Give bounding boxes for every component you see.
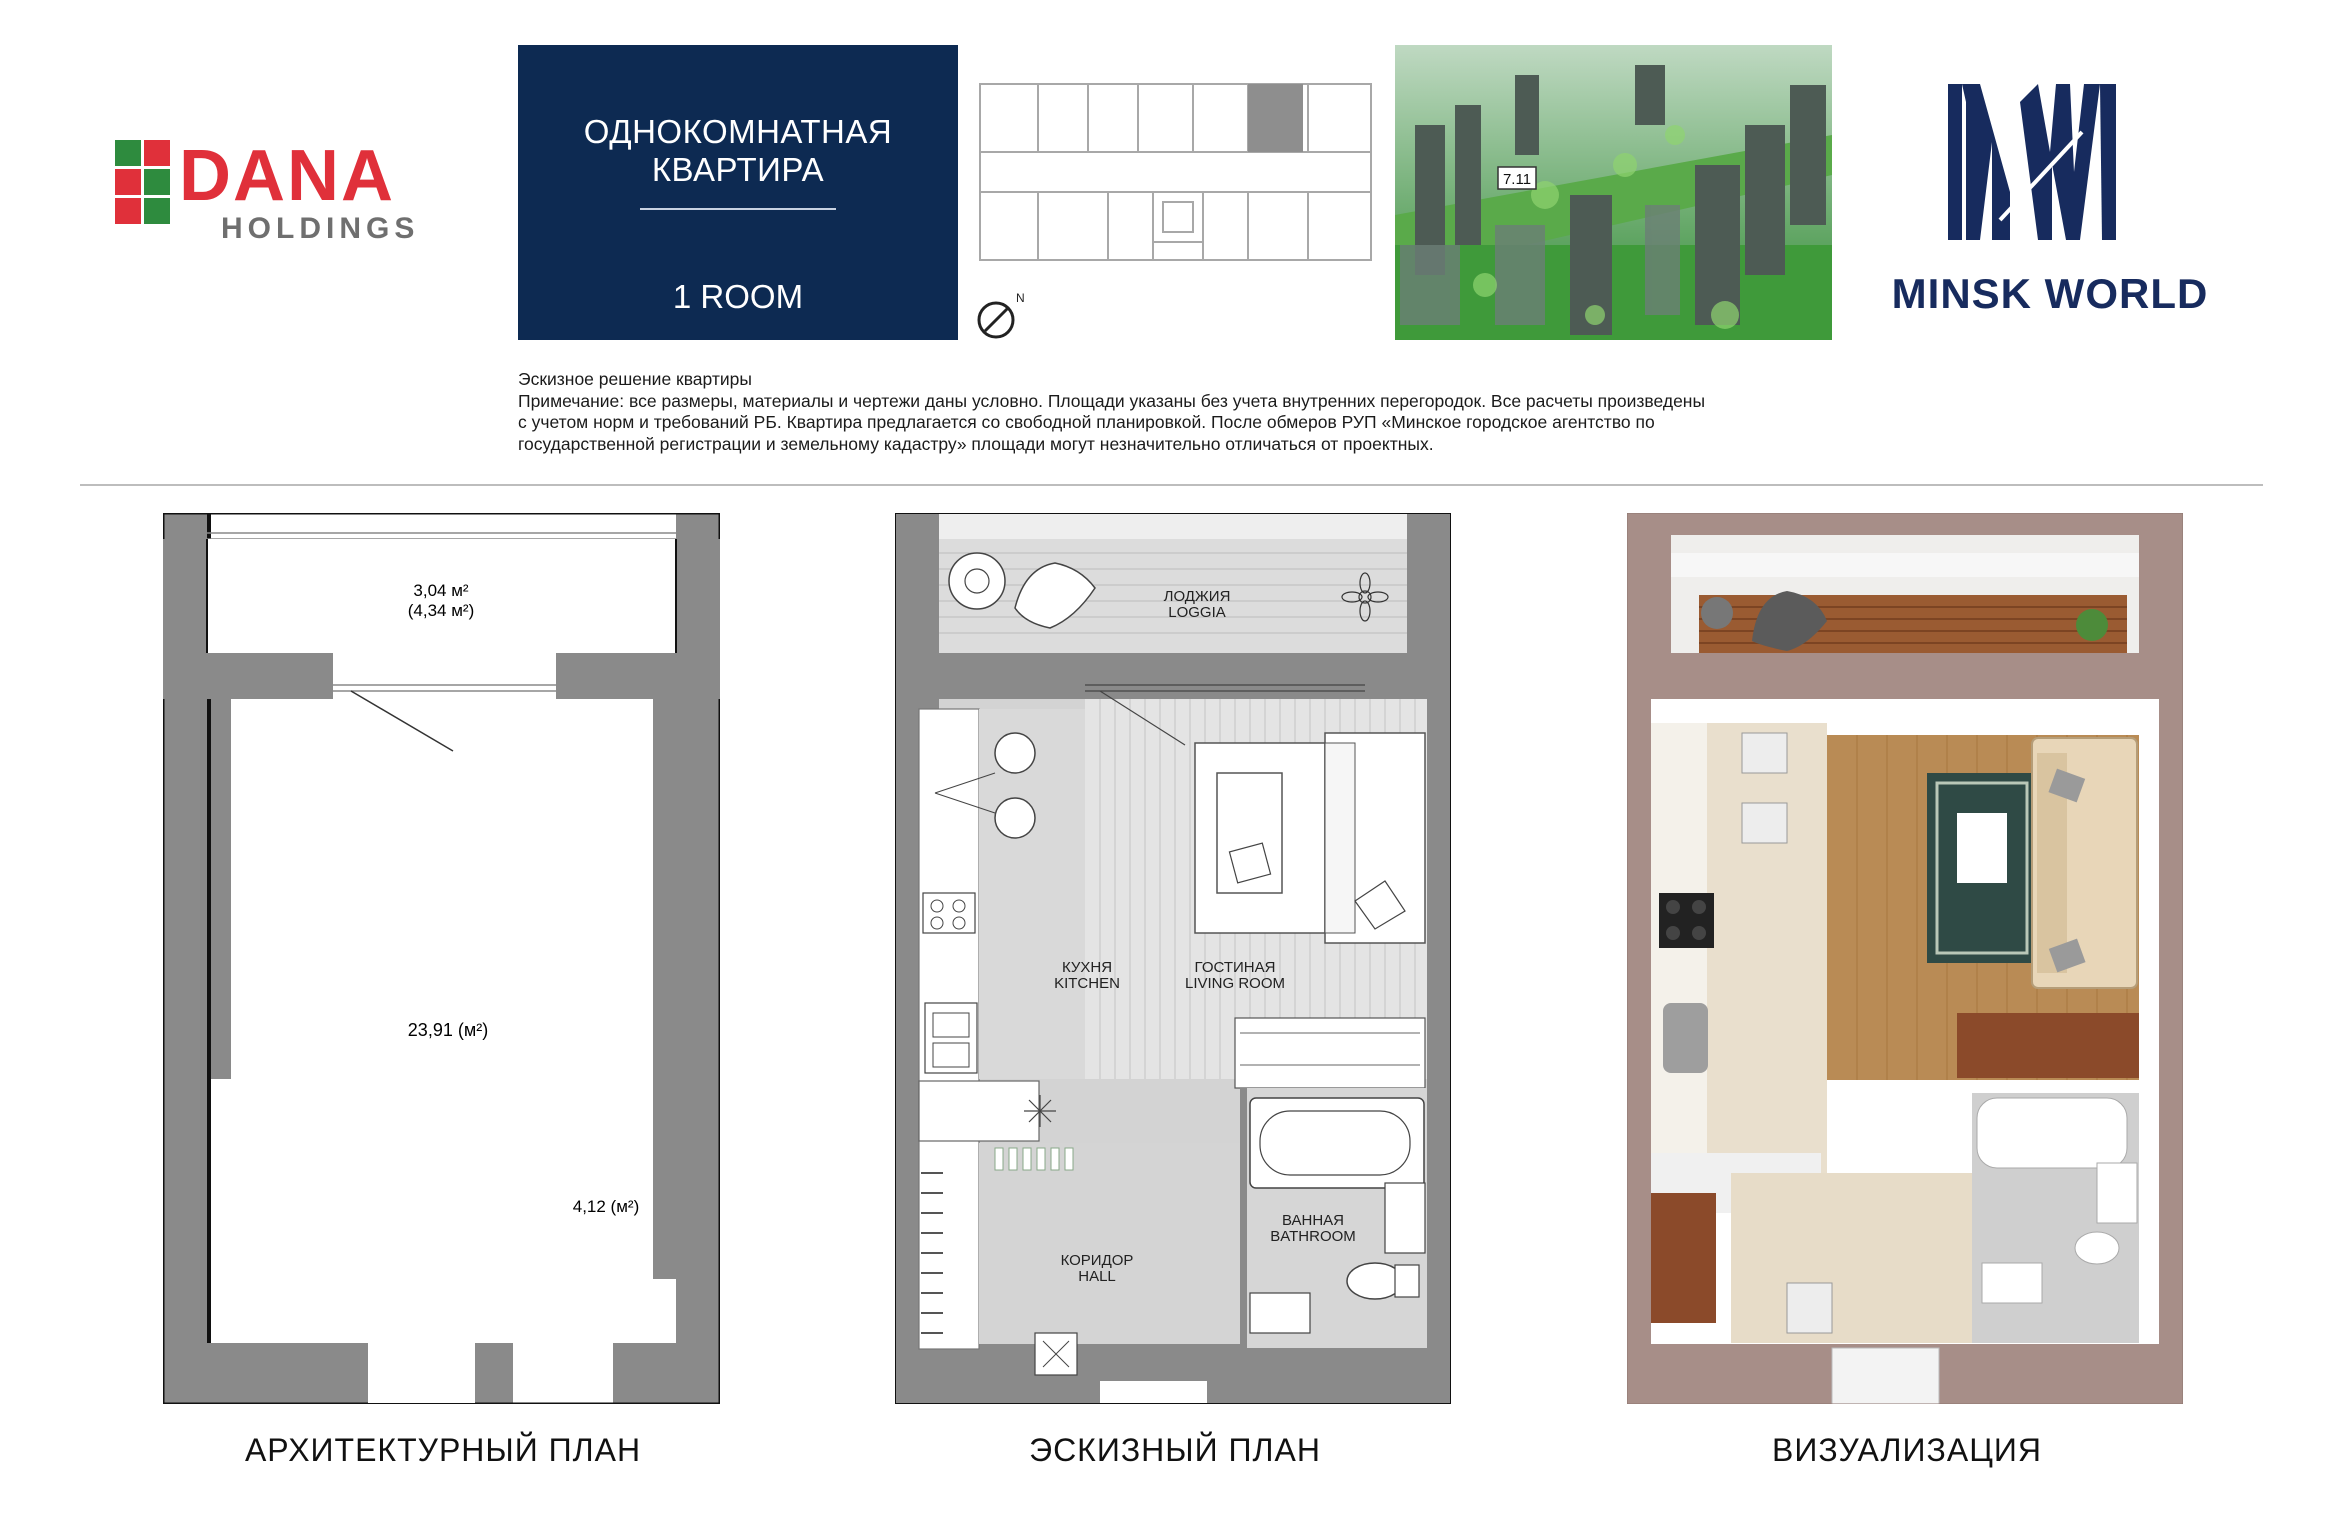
hall-label-en: HALL	[1078, 1268, 1116, 1285]
header-divider	[80, 484, 2263, 486]
minsk-world-word: MINSK WORLD	[1891, 270, 2209, 317]
loggia-area: 3,04 м²	[413, 581, 469, 600]
disclaimer-note	[518, 369, 1838, 455]
loggia-label-en: LOGGIA	[1168, 604, 1226, 621]
aerial-render-image	[1395, 45, 1832, 340]
note-heading: Эскизное решение квартиры	[518, 369, 752, 389]
compass-icon	[976, 288, 1028, 340]
apartment-type-ru: ОДНОКОМНАТНАЯ КВАРТИРА	[583, 113, 893, 188]
loggia-label-ru: ЛОДЖИЯ	[1163, 588, 1231, 605]
hall-label-ru: КОРИДОР	[1060, 1252, 1134, 1269]
note-line: государственной регистрации и земельному кадастру» площади могут незначительно отличаться от проектных.	[518, 433, 1434, 454]
caption-visualization: ВИЗУАЛИЗАЦИЯ	[1772, 1432, 2042, 1468]
bathroom-label-en: BATHROOM	[1270, 1228, 1356, 1245]
minsk-world-logo	[1870, 72, 2230, 322]
holdings-word: HOLDINGS	[221, 212, 420, 245]
note-line: Примечание: все размеры, материалы и чертежи даны условно. Площади указаны без учета внутренних перегородок. Все расчеты произведены	[518, 390, 1706, 411]
visualization-render	[1627, 513, 2183, 1404]
dana-word: DANA	[179, 140, 395, 216]
compass-north-label: N	[1016, 291, 1025, 305]
note-line: с учетом норм и требований РБ. Квартира предлагается со свободной планировкой. После обмеров РУП «Минское городское агентство по	[518, 412, 1655, 432]
caption-architectural-plan: АРХИТЕКТУРНЫЙ ПЛАН	[244, 1432, 642, 1468]
bathroom-label-ru: ВАННАЯ	[1281, 1212, 1345, 1229]
dana-holdings-logo	[115, 140, 490, 245]
title-divider	[640, 208, 836, 210]
apartment-type-en: 1 ROOM	[672, 278, 804, 315]
bathroom-area: 4,12 (м²)	[572, 1197, 640, 1216]
caption-sketch-plan: ЭСКИЗНЫЙ ПЛАН	[1029, 1432, 1321, 1468]
loggia-area-full: (4,34 м²)	[407, 601, 475, 620]
living-label-en: LIVING ROOM	[1184, 975, 1286, 992]
floor-plan-thumbnail	[978, 82, 1373, 262]
living-label-ru: ГОСТИНАЯ	[1194, 959, 1276, 976]
kitchen-label-ru: КУХНЯ	[1061, 959, 1113, 976]
building-tag: 7.11	[1502, 171, 1532, 188]
architectural-plan	[163, 513, 720, 1404]
sketch-plan	[895, 513, 1451, 1404]
kitchen-label-en: KITCHEN	[1054, 975, 1120, 992]
main-room-area: 23,91 (м²)	[407, 1020, 489, 1040]
apartment-title-block	[518, 45, 958, 340]
